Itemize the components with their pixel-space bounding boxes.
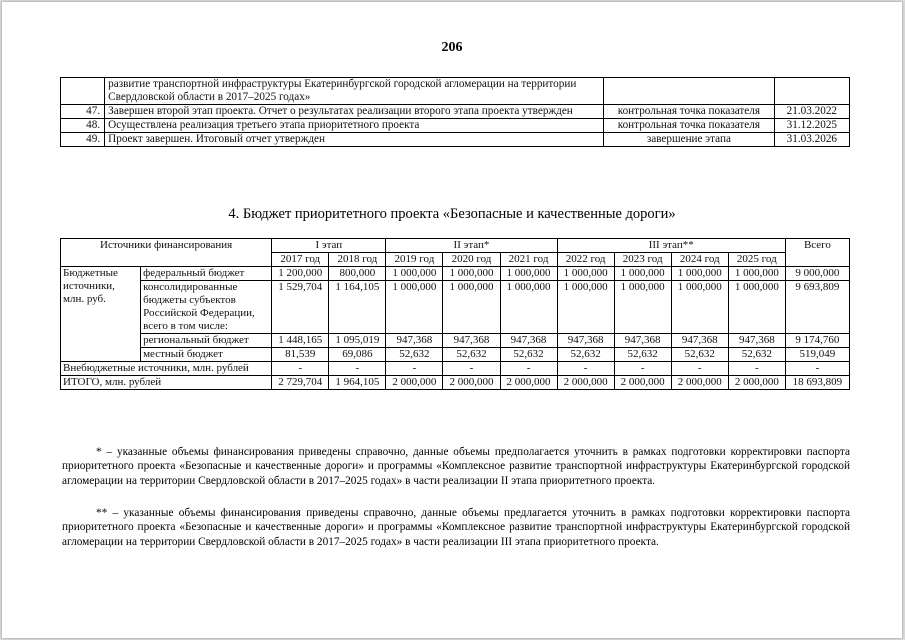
milestone-number bbox=[61, 78, 105, 105]
row-label: местный бюджет bbox=[141, 348, 272, 362]
table-cell: 947,368 bbox=[671, 334, 728, 348]
milestone-date: 21.03.2022 bbox=[774, 105, 849, 119]
table-cell: 52,632 bbox=[557, 348, 614, 362]
table-row bbox=[61, 281, 850, 334]
table-cell: - bbox=[500, 362, 557, 376]
table-cell: - bbox=[557, 362, 614, 376]
total-cell: 18 693,809 bbox=[785, 376, 849, 390]
table-cell: 81,539 bbox=[272, 348, 329, 362]
year-header: 2024 год bbox=[671, 253, 728, 267]
milestone-date bbox=[774, 78, 849, 105]
milestone-text: Завершен второй этап проекта. Отчет о результатах реализации второго этапа проекта утвержден bbox=[105, 105, 604, 119]
header-stage-3: III этап** bbox=[557, 239, 785, 253]
table-cell: - bbox=[272, 362, 329, 376]
table-cell: 1 000,000 bbox=[728, 267, 785, 281]
table-cell: 1 000,000 bbox=[443, 267, 500, 281]
year-header: 2025 год bbox=[728, 253, 785, 267]
table-cell: 1 000,000 bbox=[386, 281, 443, 334]
table-header-row bbox=[61, 239, 850, 253]
table-row bbox=[61, 334, 850, 348]
table-row bbox=[61, 119, 850, 133]
table-cell: - bbox=[614, 362, 671, 376]
header-stage-2: II этап* bbox=[386, 239, 557, 253]
table-cell: 1 000,000 bbox=[671, 281, 728, 334]
row-label: ИТОГО, млн. рублей bbox=[61, 376, 272, 390]
table-cell: 52,632 bbox=[443, 348, 500, 362]
milestone-date: 31.12.2025 bbox=[774, 119, 849, 133]
budget-group-label: Бюджетные источники, млн. руб. bbox=[61, 267, 141, 362]
table-cell: 800,000 bbox=[329, 267, 386, 281]
header-sources: Источники финансирования bbox=[61, 239, 272, 267]
header-total: Всего bbox=[785, 239, 849, 267]
year-header: 2017 год bbox=[272, 253, 329, 267]
table-cell: 947,368 bbox=[557, 334, 614, 348]
total-cell: 519,049 bbox=[785, 348, 849, 362]
table-row bbox=[61, 133, 850, 147]
table-cell: 1 000,000 bbox=[614, 267, 671, 281]
table-cell: 947,368 bbox=[443, 334, 500, 348]
table-cell: 69,086 bbox=[329, 348, 386, 362]
budget-table bbox=[60, 238, 850, 390]
table-cell: 52,632 bbox=[500, 348, 557, 362]
table-row bbox=[61, 376, 850, 390]
table-cell: 1 529,704 bbox=[272, 281, 329, 334]
row-label: консолидированные бюджеты субъектов Российской Федерации, всего в том числе: bbox=[141, 281, 272, 334]
table-cell: 1 000,000 bbox=[500, 281, 557, 334]
table-cell: - bbox=[443, 362, 500, 376]
milestone-text: Осуществлена реализация третьего этапа приоритетного проекта bbox=[105, 119, 604, 133]
milestones-table bbox=[60, 77, 850, 147]
table-cell: 1 964,105 bbox=[329, 376, 386, 390]
year-header: 2022 год bbox=[557, 253, 614, 267]
table-cell: 947,368 bbox=[386, 334, 443, 348]
header-stage-1: I этап bbox=[272, 239, 386, 253]
year-header: 2021 год bbox=[500, 253, 557, 267]
table-cell: 1 164,105 bbox=[329, 281, 386, 334]
table-row bbox=[61, 362, 850, 376]
row-label: региональный бюджет bbox=[141, 334, 272, 348]
table-cell: 1 000,000 bbox=[728, 281, 785, 334]
table-cell: 2 000,000 bbox=[671, 376, 728, 390]
table-cell: 2 000,000 bbox=[386, 376, 443, 390]
table-row bbox=[61, 267, 850, 281]
section-title: 4. Бюджет приоритетного проекта «Безопасные и качественные дороги» bbox=[228, 206, 676, 222]
year-header: 2020 год bbox=[443, 253, 500, 267]
table-cell: 1 000,000 bbox=[614, 281, 671, 334]
table-cell: 2 000,000 bbox=[443, 376, 500, 390]
table-cell: 1 000,000 bbox=[500, 267, 557, 281]
table-cell: 1 000,000 bbox=[557, 267, 614, 281]
table-cell: 947,368 bbox=[728, 334, 785, 348]
footnote-text: * – указанные объемы финансирования приведены справочно, данные объемы предполагается уточнить в рамках подготовки корректировки паспорта приоритетного проекта «Безопасные и качественные дороги» и программы «Комплексное развитие транспортной инфраструктуры Екатеринбургской городской агломерации на территории Свердловской области в 2017–2025 годах» в части реализации II этапа приоритетного проекта. bbox=[62, 446, 850, 487]
table-cell: 52,632 bbox=[671, 348, 728, 362]
year-header: 2018 год bbox=[329, 253, 386, 267]
table-cell: 52,632 bbox=[728, 348, 785, 362]
table-cell: - bbox=[329, 362, 386, 376]
footnote-1 bbox=[62, 445, 850, 488]
total-cell: 9 174,760 bbox=[785, 334, 849, 348]
milestone-type bbox=[604, 78, 775, 105]
page-number: 206 bbox=[441, 40, 463, 55]
table-cell: - bbox=[728, 362, 785, 376]
milestone-text: Проект завершен. Итоговый отчет утвержден bbox=[105, 133, 604, 147]
table-cell: 1 000,000 bbox=[386, 267, 443, 281]
table-cell: 947,368 bbox=[614, 334, 671, 348]
milestone-text: развитие транспортной инфраструктуры Екатеринбургской городской агломерации на территории Свердловской области в 2017–2025 годах» bbox=[105, 78, 604, 105]
table-cell: 52,632 bbox=[614, 348, 671, 362]
table-row bbox=[61, 105, 850, 119]
table-cell: - bbox=[386, 362, 443, 376]
table-row bbox=[61, 78, 850, 105]
milestone-number: 48. bbox=[61, 119, 105, 133]
milestone-date: 31.03.2026 bbox=[774, 133, 849, 147]
table-cell: 2 000,000 bbox=[500, 376, 557, 390]
table-cell: 2 000,000 bbox=[728, 376, 785, 390]
table-cell: 1 200,000 bbox=[272, 267, 329, 281]
year-header: 2023 год bbox=[614, 253, 671, 267]
year-header: 2019 год bbox=[386, 253, 443, 267]
table-cell: 947,368 bbox=[500, 334, 557, 348]
table-cell: 2 000,000 bbox=[614, 376, 671, 390]
total-cell: - bbox=[785, 362, 849, 376]
table-cell: 1 448,165 bbox=[272, 334, 329, 348]
table-cell: 52,632 bbox=[386, 348, 443, 362]
table-cell: 1 000,000 bbox=[671, 267, 728, 281]
milestone-type: завершение этапа bbox=[604, 133, 775, 147]
table-cell: 1 095,019 bbox=[329, 334, 386, 348]
milestone-number: 47. bbox=[61, 105, 105, 119]
milestone-number: 49. bbox=[61, 133, 105, 147]
table-cell: 2 729,704 bbox=[272, 376, 329, 390]
table-row bbox=[61, 348, 850, 362]
milestone-type: контрольная точка показателя bbox=[604, 105, 775, 119]
total-cell: 9 000,000 bbox=[785, 267, 849, 281]
milestone-type: контрольная точка показателя bbox=[604, 119, 775, 133]
total-cell: 9 693,809 bbox=[785, 281, 849, 334]
table-cell: 1 000,000 bbox=[443, 281, 500, 334]
footnote-text: ** – указанные объемы финансирования приведены справочно, данные объемы предлагается уточнить в рамках подготовки корректировки паспорта приоритетного проекта «Безопасные и качественные дороги» и программы «Комплексное развитие транспортной инфраструктуры Екатеринбургской городской агломерации на территории Свердловской области в 2017–2025 годах» в части реализации III этапа приоритетного проекта. bbox=[62, 507, 850, 548]
row-label: федеральный бюджет bbox=[141, 267, 272, 281]
row-label: Внебюджетные источники, млн. рублей bbox=[61, 362, 272, 376]
document-page bbox=[2, 2, 902, 638]
footnote-2 bbox=[62, 506, 850, 549]
table-cell: 2 000,000 bbox=[557, 376, 614, 390]
table-cell: 1 000,000 bbox=[557, 281, 614, 334]
table-cell: - bbox=[671, 362, 728, 376]
